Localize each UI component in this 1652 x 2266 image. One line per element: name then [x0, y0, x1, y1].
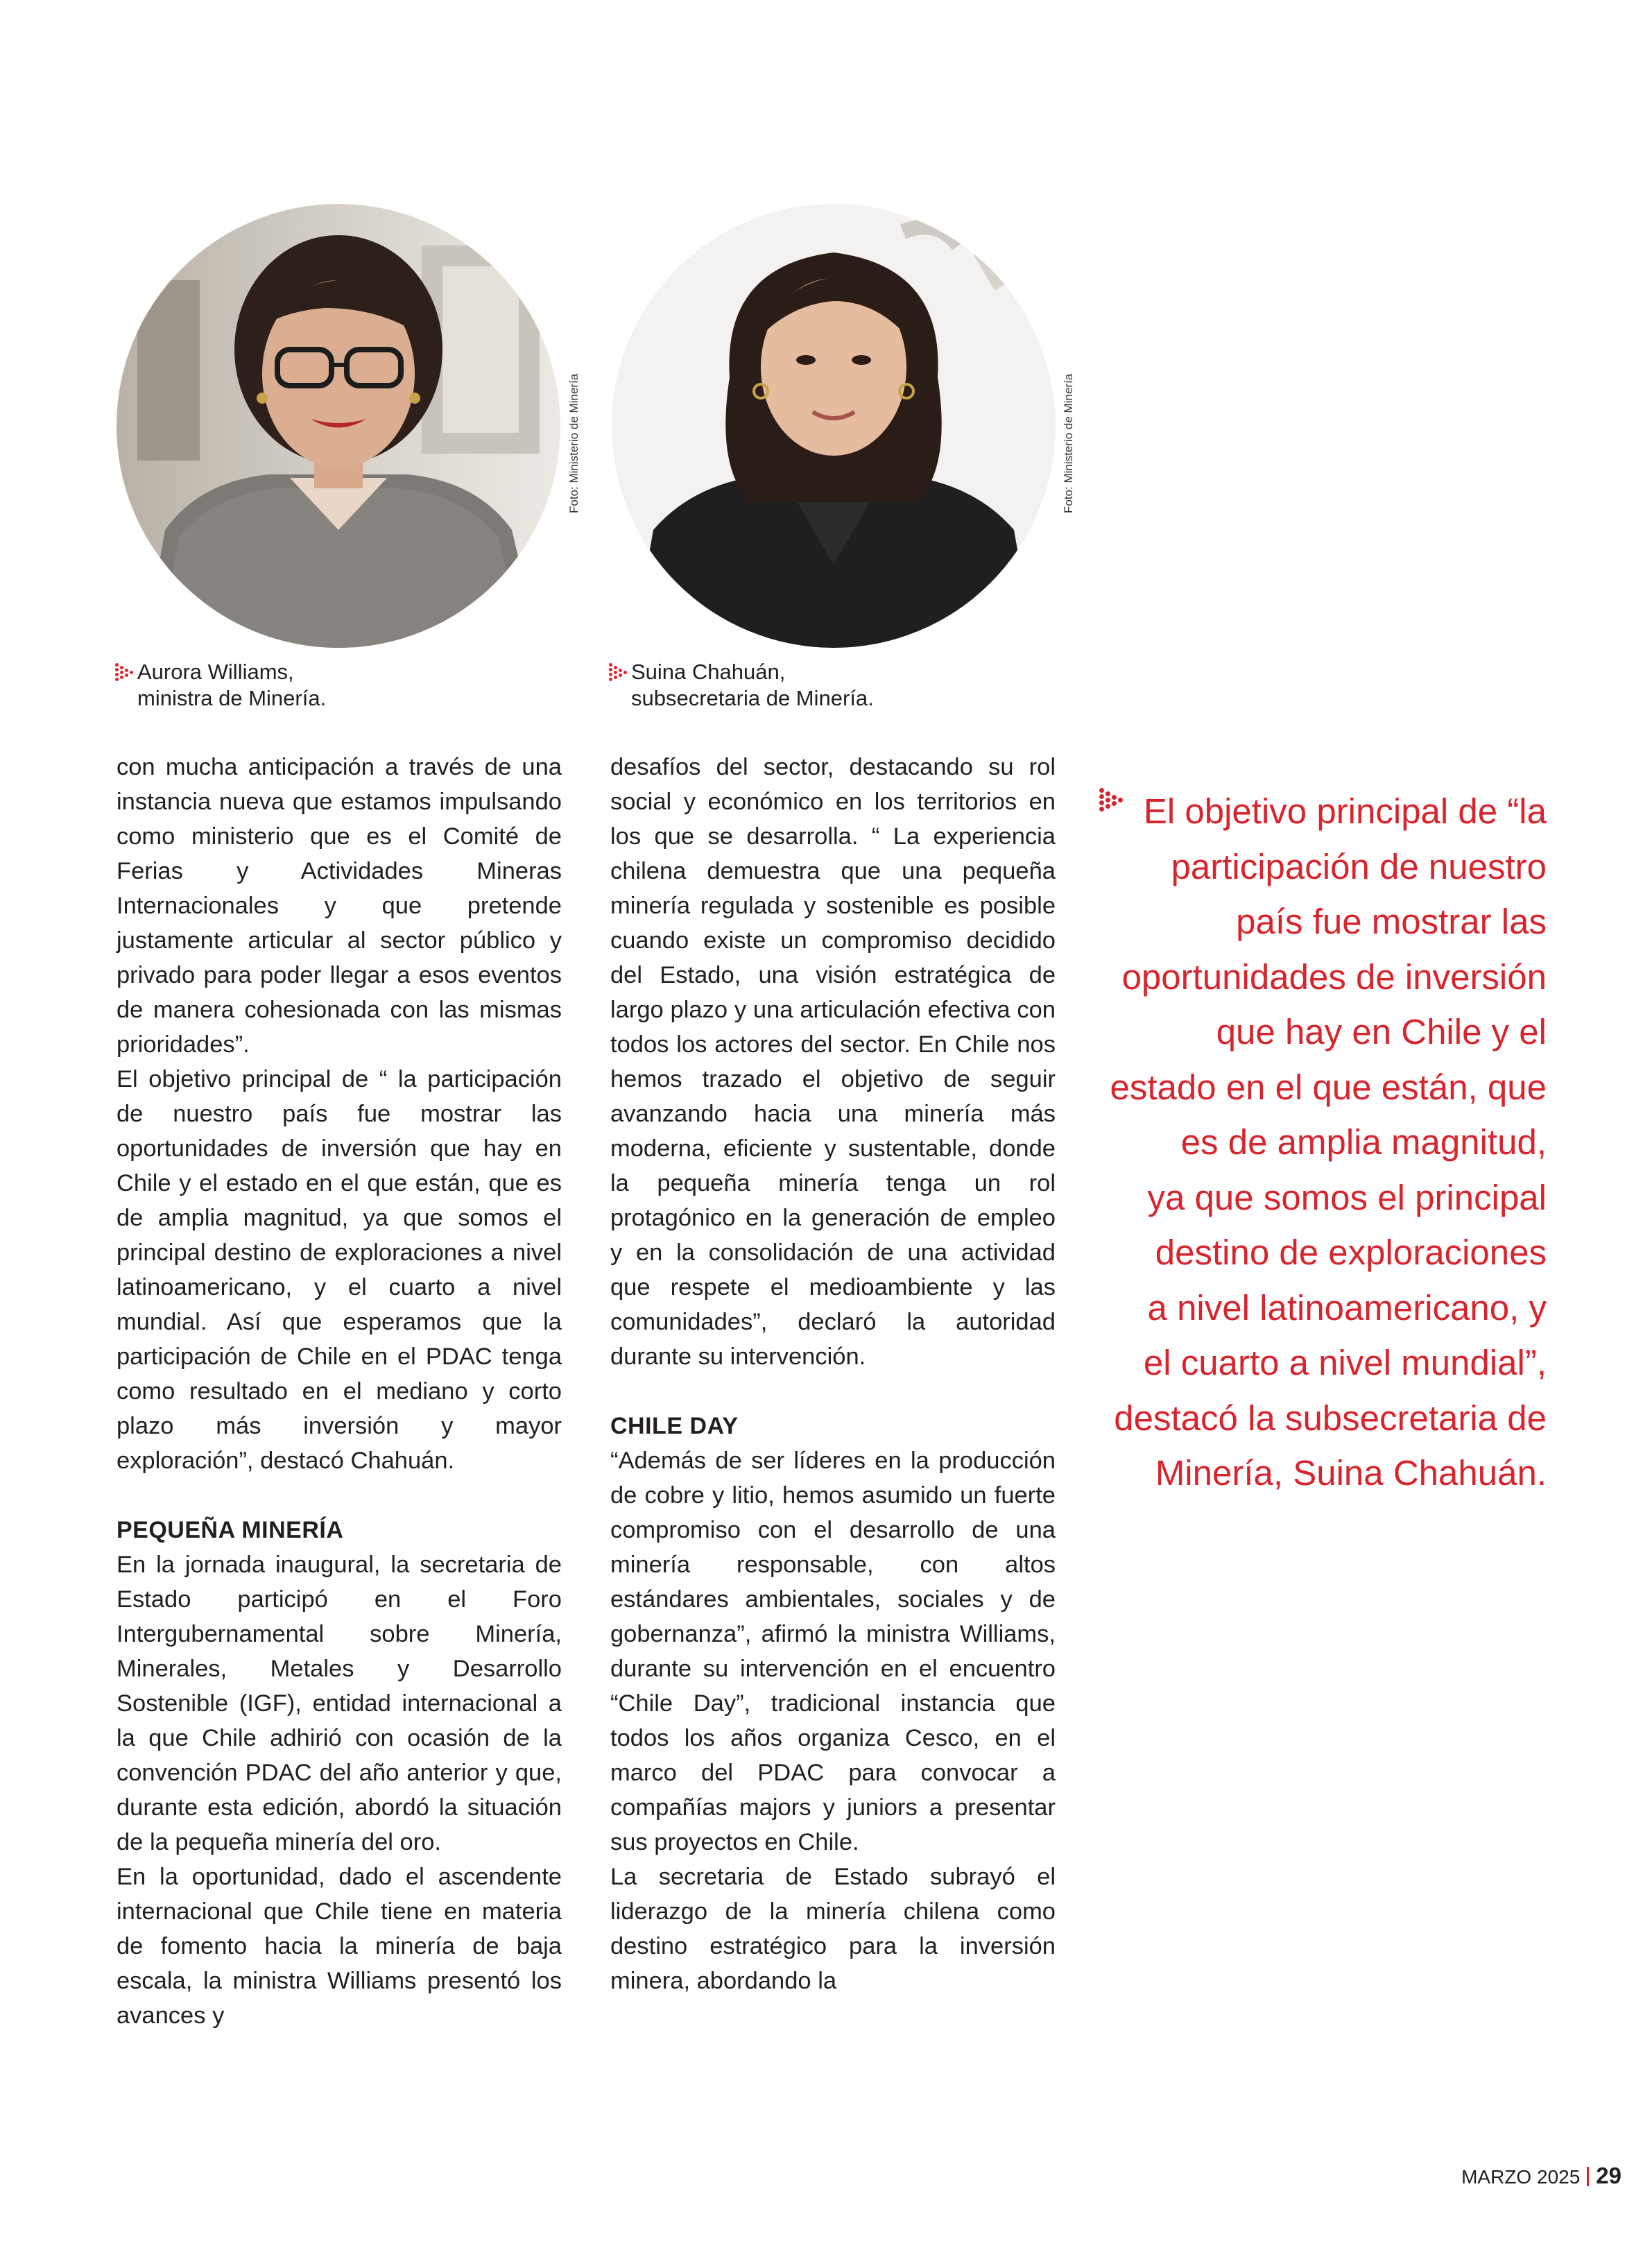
paragraph: La secretaria de Estado subrayó el liderazgo de la minería chilena como destino estratégico para la inversión minera, abordando la — [610, 1864, 1056, 1994]
quote-line: estado en el que están, que — [1110, 1067, 1547, 1107]
quote-line: Minería, Suina Chahuán. — [1155, 1453, 1547, 1493]
page-number: 29 — [1596, 2163, 1621, 2188]
paragraph: “Además de ser líderes en la producción de cobre y litio, hemos asumido un fuerte compromiso con el desarrollo de una minería responsable, con altos estándares ambientales, sociales y de gobernanza”, afirmó la ministra Williams, durante su intervención en el encuentro “Chile Day”, tradicional instancia que todos los años organiza Cesco, en el marco del PDAC para convocar a compañías majors y juniors a presentar sus proyectos en Chile. — [610, 1448, 1056, 1855]
article-column-2 — [610, 750, 1056, 1998]
section-heading: CHILE DAY — [610, 1413, 739, 1439]
paragraph: En la jornada inaugural, la secretaria de Estado participó en el Foro Intergubernamental sobre Minería, Minerales, Metales y Desarrollo Sostenible (IGF), entidad internacional a la que Chile adhirió con ocasión de la convención PDAC del año anterior y que, durante esta edición, abordó la situación de la pequeña minería del oro. — [117, 1552, 562, 1855]
section-heading: PEQUEÑA MINERÍA — [117, 1517, 344, 1543]
photo-suina-chahuan — [612, 204, 1056, 648]
quote-line: es de amplia magnitud, — [1180, 1122, 1547, 1162]
photo-caption — [115, 659, 326, 712]
paragraph: desafíos del sector, destacando su rol social y económico en los territorios en los que se desarrolla. “ La experiencia chilena demuestra que una pequeña minería regulada y sostenible es posible cuando existe un compromiso decidido del Estado, una visión estratégica de largo plazo y una articulación efectiva con todos los actores del sector. En Chile nos hemos trazado el objetivo de seguir avanzando hacia una minería más moderna, eficiente y sustentable, donde la pequeña minería tenga un rol protagónico en la generación de empleo y en la consolidación de una actividad que respete el medioambiente y las comunidades”, declaró la autoridad durante su intervención. — [610, 754, 1056, 1370]
quote-line: destino de exploraciones — [1155, 1233, 1547, 1272]
photo-credit: Foto: Ministerio de Minería — [1062, 373, 1075, 513]
caption-name: Aurora Williams, — [137, 660, 294, 684]
quote-line: ya que somos el principal — [1147, 1177, 1547, 1217]
quote-line: oportunidades de inversión — [1121, 956, 1547, 997]
portrait-image — [612, 204, 1056, 648]
page-footer — [1461, 2163, 1621, 2189]
quote-line: participación de nuestro — [1171, 846, 1547, 886]
caption-role: ministra de Minería. — [137, 686, 327, 710]
issue-date: MARZO 2025 — [1461, 2166, 1581, 2188]
footer-divider — [1587, 2167, 1589, 2186]
photo-aurora-williams — [117, 204, 560, 648]
pull-quote — [1089, 784, 1547, 1501]
caption-name: Suina Chahuán, — [631, 660, 786, 684]
article-column-1 — [117, 750, 562, 2033]
paragraph: El objetivo principal de “ la participación de nuestro país fue mostrar las oportunidades de inversión que hay en Chile y el estado en el que están, que es de amplia magnitud, ya que somos el principal destino de exploraciones a nivel latinoamericano, y el cuarto a nivel mundial. Así que esperamos que la participación de Chile en el PDAC tenga como resultado en el mediano y corto plazo más inversión y mayor exploración”, destacó Chahuán. — [117, 1066, 562, 1474]
quote-line: El objetivo principal de “la — [1143, 791, 1547, 831]
photo-credit: Foto: Ministerio de Minería — [567, 373, 580, 513]
caption-role: subsecretaria de Minería. — [631, 686, 874, 710]
quote-line: a nivel latinoamericano, y — [1147, 1287, 1547, 1328]
quote-line: el cuarto a nivel mundial”, — [1143, 1343, 1547, 1382]
photo-caption — [609, 659, 874, 712]
quote-line: destacó la subsecretaria de — [1114, 1398, 1547, 1438]
quote-line: que hay en Chile y el — [1216, 1012, 1547, 1052]
paragraph: con mucha anticipación a través de una instancia nueva que estamos impulsando como ministerio que es el Comité de Ferias y Actividades Mineras Internacionales y que pretende justamente articular al sector público y privado para poder llegar a esos eventos de manera cohesionada con las mismas prioridades”. — [117, 754, 562, 1058]
dot-grid-marker-icon — [115, 663, 132, 681]
dot-grid-marker-icon — [609, 663, 626, 681]
paragraph: En la oportunidad, dado el ascendente internacional que Chile tiene en materia de fomento hacia la minería de baja escala, la ministra Williams presentó los avances y — [117, 1864, 562, 2029]
quote-line: país fue mostrar las — [1236, 902, 1547, 941]
portrait-image — [117, 204, 560, 648]
